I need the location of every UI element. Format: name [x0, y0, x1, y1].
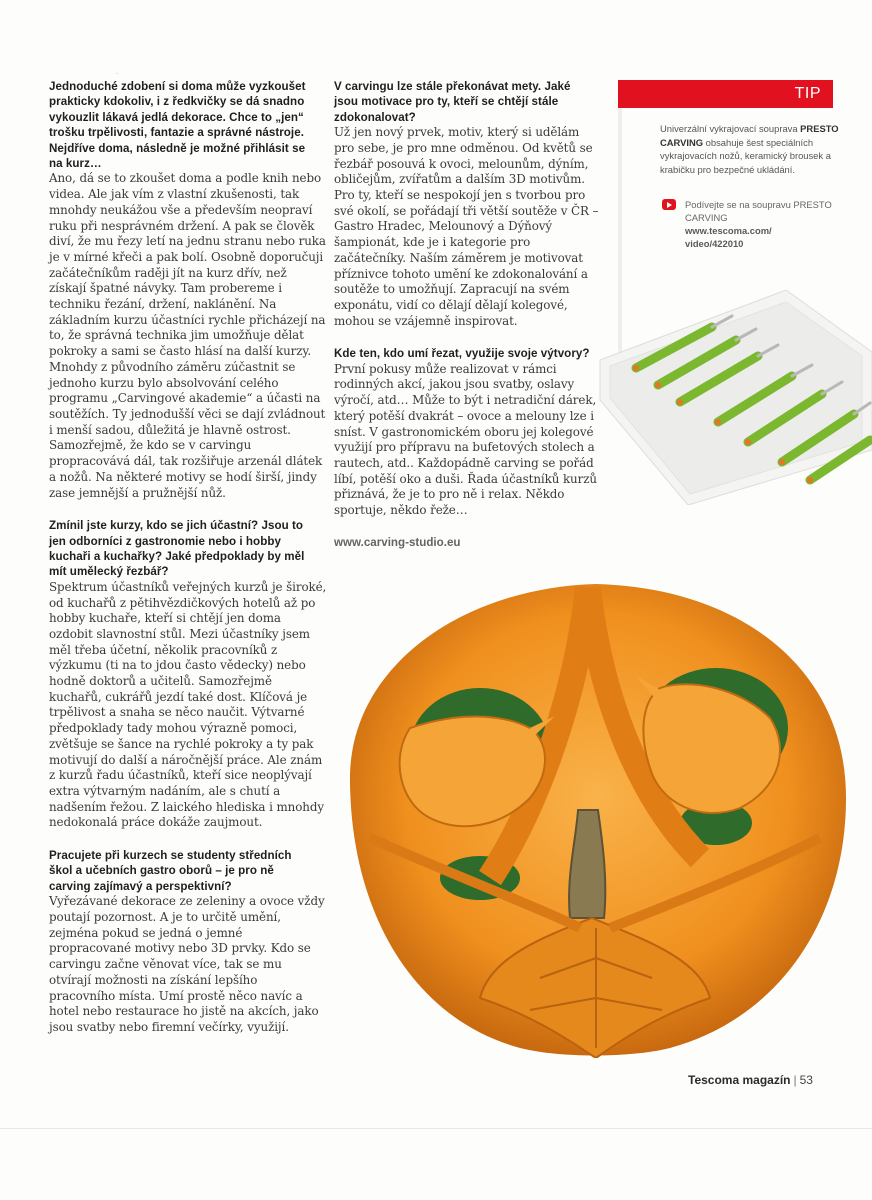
website-link[interactable]: www.carving-studio.eu: [334, 535, 461, 549]
tip-text-after: obsahuje šest speciálních vykrajovacích nožů, keramický brousek a krabičku pro bezpečné ukládání.: [660, 136, 831, 175]
interview-answer: Spektrum účastníků veřejných kurzů je široké, od kuchařů z pětihvězdičkových hotelů až po hobby kuchaře, kteří si chtějí jen doma ozdobit slavnostní stůl. Mezi účastníky jsem měl třeba účetní, několik pracovníků z výzkumu (ti na to jdou často vědecky) nebo hodně doktorů a učitelů. Samozřejmě kuchařů, cukrářů jezdí také dost. Klíčová je trpělivost a snaha se něco naučit. Výtvarné předpoklady tady mohou výrazně pomoci, zvětšuje se šance na rychlé pokroky a ty pak motivují do další a náročnější práce. Ale znám z kurzů řadu účastníků, kteří sice neoplývají extra výtvarným nadáním, ale s chutí a nadšením řežou. Z laického hlediska i mnohdy nedokonalá práce dokáže zaujmout.: [49, 579, 327, 830]
tip-label: TIP: [794, 85, 821, 102]
interview-question: Jednoduché zdobení si doma může vyzkoušet prakticky kdokoliv, i z ředkvičky se dá snadno vykouzlit lákavá jedlá dekorace. Chce to „jen“ trošku trpělivosti, fantazie a správné nástroje. Nejdříve doma, následně je možné přihlásit se na kurz…: [49, 80, 306, 171]
tip-header: [618, 80, 833, 108]
magazine-name: Tescoma magazín: [688, 1073, 791, 1087]
interview-question: V carvingu lze stále překonávat mety. Jaké jsou motivace pro ty, kteří se chtějí stále zdokonalovat?: [334, 80, 571, 124]
qa-block: [334, 79, 599, 329]
qa-block: [49, 79, 326, 501]
interview-question: Pracujete při kurzech se studenty středních škol a učebních gastro oborů – je pro ně carving zajímavý a perspektivní?: [49, 849, 292, 893]
article-column-2: [334, 79, 599, 549]
page-number: 53: [799, 1073, 813, 1087]
article-column-1: [49, 79, 327, 1053]
qa-block: [49, 848, 325, 1036]
qa-block: [49, 518, 327, 831]
interview-answer: Už jen nový prvek, motiv, který si udělám pro sebe, je pro mne odměnou. Od květů se řezbář posouvá k ovoci, melounům, dýním, obličejům, zvířatům a dalším 3D motivům. Pro ty, kteří se nespokojí jen s tvorbou pro své okolí, se pořádají tři větší soutěže v ČR – Gastro Hradec, Melounový a Dýňový šampionát, kde je i kategorie pro začátečníky. Naším záměrem je motivovat příznivce tohoto umění ke zdokonalování a soutěže to umožňují. Zapracují na svém exponátu, vidí co dělají dělají kolegové, mohou se vzájemně inspirovat.: [334, 125, 599, 328]
presto-carving-tools-image: [596, 290, 872, 505]
video-link[interactable]: www.tescoma.com/ video/422010: [685, 225, 772, 249]
print-mark: ·: [116, 70, 119, 78]
page-footer: Tescoma magazín | 53: [688, 1073, 813, 1087]
interview-question: Zmínil jste kurzy, kdo se jich účastní? Jsou to jen odborníci z gastronomie nebo i hobby kuchaři a kuchařky? Jaké předpoklady by měl mít umělecký řezbář?: [49, 519, 305, 579]
tip-text-before: Univerzální vykrajovací souprava: [660, 123, 798, 134]
interview-question: Kde ten, kdo umí řezat, využije svoje výtvory?: [334, 347, 590, 361]
scan-edge-line: [0, 1128, 872, 1129]
qa-block: [334, 346, 596, 518]
interview-answer: První pokusy může realizovat v rámci rodinných akcí, jakou jsou svatby, oslavy výročí, atd… Může to být i netradiční dárek, který potěší dvakrát – ovoce a melouny lze i sníst. V gastronomickém oboru jej kolegové využijí pro přípravu na bufetových stolech a rautech, atd.. Každopádně carving se pořád líbí, potěší oko a duši. Řada účastníků kurzů přiznává, že je to pro ně i relax. Někdo sportuje, někdo řeže…: [334, 361, 597, 518]
tip-product-name: PRESTO CARVING: [660, 123, 839, 148]
video-text: Podívejte se na soupravu PRESTO CARVING: [685, 199, 832, 223]
interview-answer: Ano, dá se to zkoušet doma a podle knih nebo videa. Ale jak vím z vlastní zkušenosti, tak mnohdy neukážou vše a především neopraví ruku při nesprávném držení. A pak se člověk diví, že mu řezy letí na jednu stranu nebo ruka je v mírné křeči a pak bolí. Osobně doporučuji začátečníkům raději jít na kurz dřív, než získají špatné návyky. Tam probereme i techniku řezání, držení, naklánění. Na základním kurzu účastníci rychle přicházejí na to, že správná technika jim umožňuje dělat pokroky a sami se často hlásí na další kurzy. Mnohdy z původního záměru zúčastnit se jednoho kurzu bylo absolvování celého programu „Carvingové akademie“ a účasti na soutěžích. Ty jednodušší věci se dají zvládnout i menší sadou, důležitá je hlavně ostrost. Samozřejmě, že kdo se v carvingu propracovává dál, tak rozšiřuje arzenál dlátek a nožů. Na některé motivy se hodí širší, jindy zase jemnější a pružnější nůž.: [49, 171, 326, 500]
carved-pumpkin-photo: [340, 578, 852, 1058]
tip-text: [660, 122, 840, 176]
video-play-icon: [662, 199, 676, 210]
interview-answer: Vyřezávané dekorace ze zeleniny a ovoce vždy poutají pozornost. A je to určitě umění, zejména pokud se jedná o jemné propracované motivy nebo 3D prvky. Kdo se carvingu začne věnovat více, tak se mu otvírají možnosti na získání lepšího pracovního místa. Umí prostě něco navíc a hotel nebo restaurace ho jistě na akcích, jako jsou svatby nebo firemní večírky, využijí.: [49, 894, 325, 1034]
video-note: [662, 198, 837, 250]
